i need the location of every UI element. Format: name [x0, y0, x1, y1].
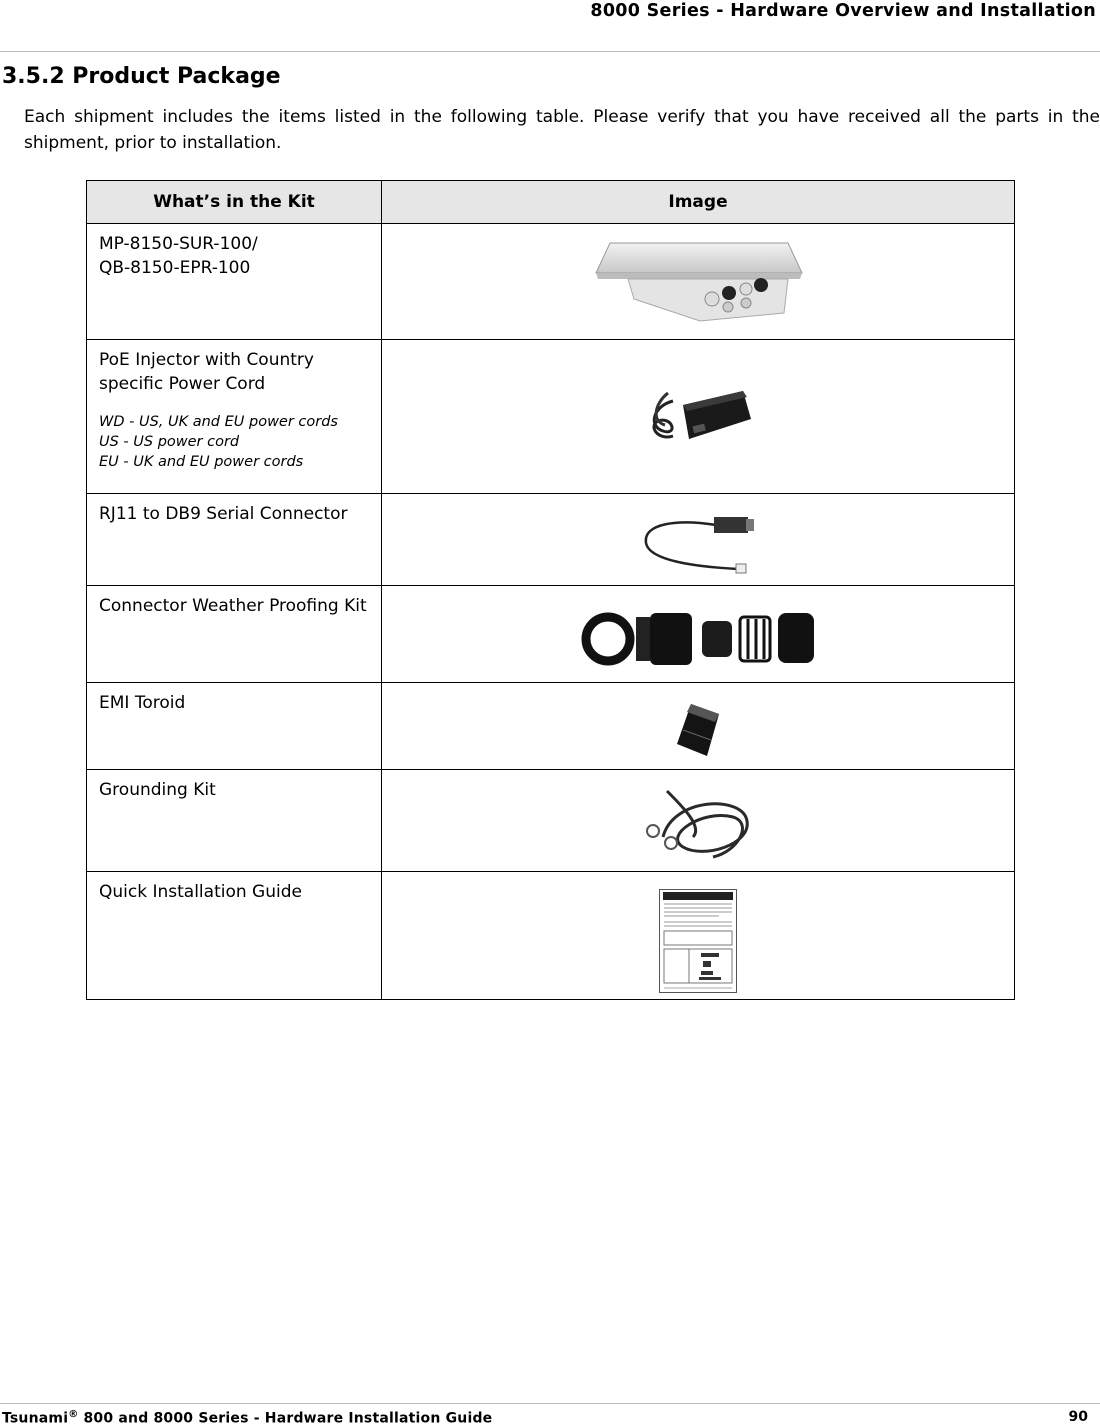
- item-name-line: RJ11 to DB9 Serial Connector: [99, 504, 348, 524]
- running-footer: [2, 1409, 492, 1427]
- item-name-line: Grounding Kit: [99, 780, 216, 800]
- emi-toroid-photo: [673, 702, 723, 758]
- quick-guide-photo: [659, 889, 737, 993]
- power-cord-notes: [99, 412, 369, 472]
- item-name-cell: [87, 683, 382, 770]
- note-line: EU - UK and EU power cords: [99, 454, 304, 470]
- item-name-line: Connector Weather Proofing Kit: [99, 596, 367, 616]
- kit-table: [86, 180, 1015, 1000]
- table-row: [87, 586, 1015, 683]
- footer-divider: [0, 1403, 1100, 1404]
- serial-cable-photo: [638, 509, 758, 575]
- item-image-cell: [382, 586, 1015, 683]
- running-header: 8000 Series - Hardware Overview and Installation: [590, 1, 1096, 21]
- weatherproofing-kit-photo: [578, 609, 818, 669]
- item-image-cell: [382, 340, 1015, 494]
- column-header-image: Image: [382, 181, 1015, 224]
- column-header-item: What’s in the Kit: [87, 181, 382, 224]
- note-line: US - US power cord: [99, 434, 240, 450]
- item-name-cell: [87, 770, 382, 872]
- table-row: [87, 340, 1015, 494]
- header-divider: [0, 51, 1100, 52]
- item-name-cell: [87, 340, 382, 494]
- item-name-cell: [87, 494, 382, 586]
- item-image-cell: [382, 224, 1015, 340]
- page-number: 90: [1068, 1409, 1088, 1425]
- intro-paragraph: Each shipment includes the items listed in the following table. Please verify that you have received all the parts in the shipment, prior to installation.: [24, 107, 1100, 153]
- table-row: [87, 224, 1015, 340]
- poe-injector-photo: [643, 381, 753, 451]
- outdoor-unit-photo: [588, 237, 808, 329]
- table-row: [87, 494, 1015, 586]
- footer-guide-title: 800 and 8000 Series - Hardware Installation Guide: [78, 1410, 493, 1427]
- note-line: WD - US, UK and EU power cords: [99, 414, 338, 430]
- section-title: 3.5.2 Product Package: [2, 64, 281, 89]
- grounding-kit-photo: [643, 787, 753, 861]
- item-name-line: MP-8150-SUR-100/: [99, 234, 258, 254]
- item-name-line: QB-8150-EPR-100: [99, 258, 251, 278]
- table-row: [87, 872, 1015, 1000]
- item-name-line: PoE Injector with Country specific Power Cord: [99, 350, 314, 394]
- table-header-row: [87, 181, 1015, 224]
- item-image-cell: [382, 872, 1015, 1000]
- item-name-cell: [87, 224, 382, 340]
- footer-brand: Tsunami: [2, 1410, 69, 1427]
- item-image-cell: [382, 770, 1015, 872]
- item-image-cell: [382, 494, 1015, 586]
- table-row: [87, 683, 1015, 770]
- table-row: [87, 770, 1015, 872]
- item-name-line: Quick Installation Guide: [99, 882, 302, 902]
- registered-mark: ®: [68, 1409, 79, 1420]
- item-image-cell: [382, 683, 1015, 770]
- item-name-cell: [87, 872, 382, 1000]
- item-name-cell: [87, 586, 382, 683]
- item-name-line: EMI Toroid: [99, 693, 186, 713]
